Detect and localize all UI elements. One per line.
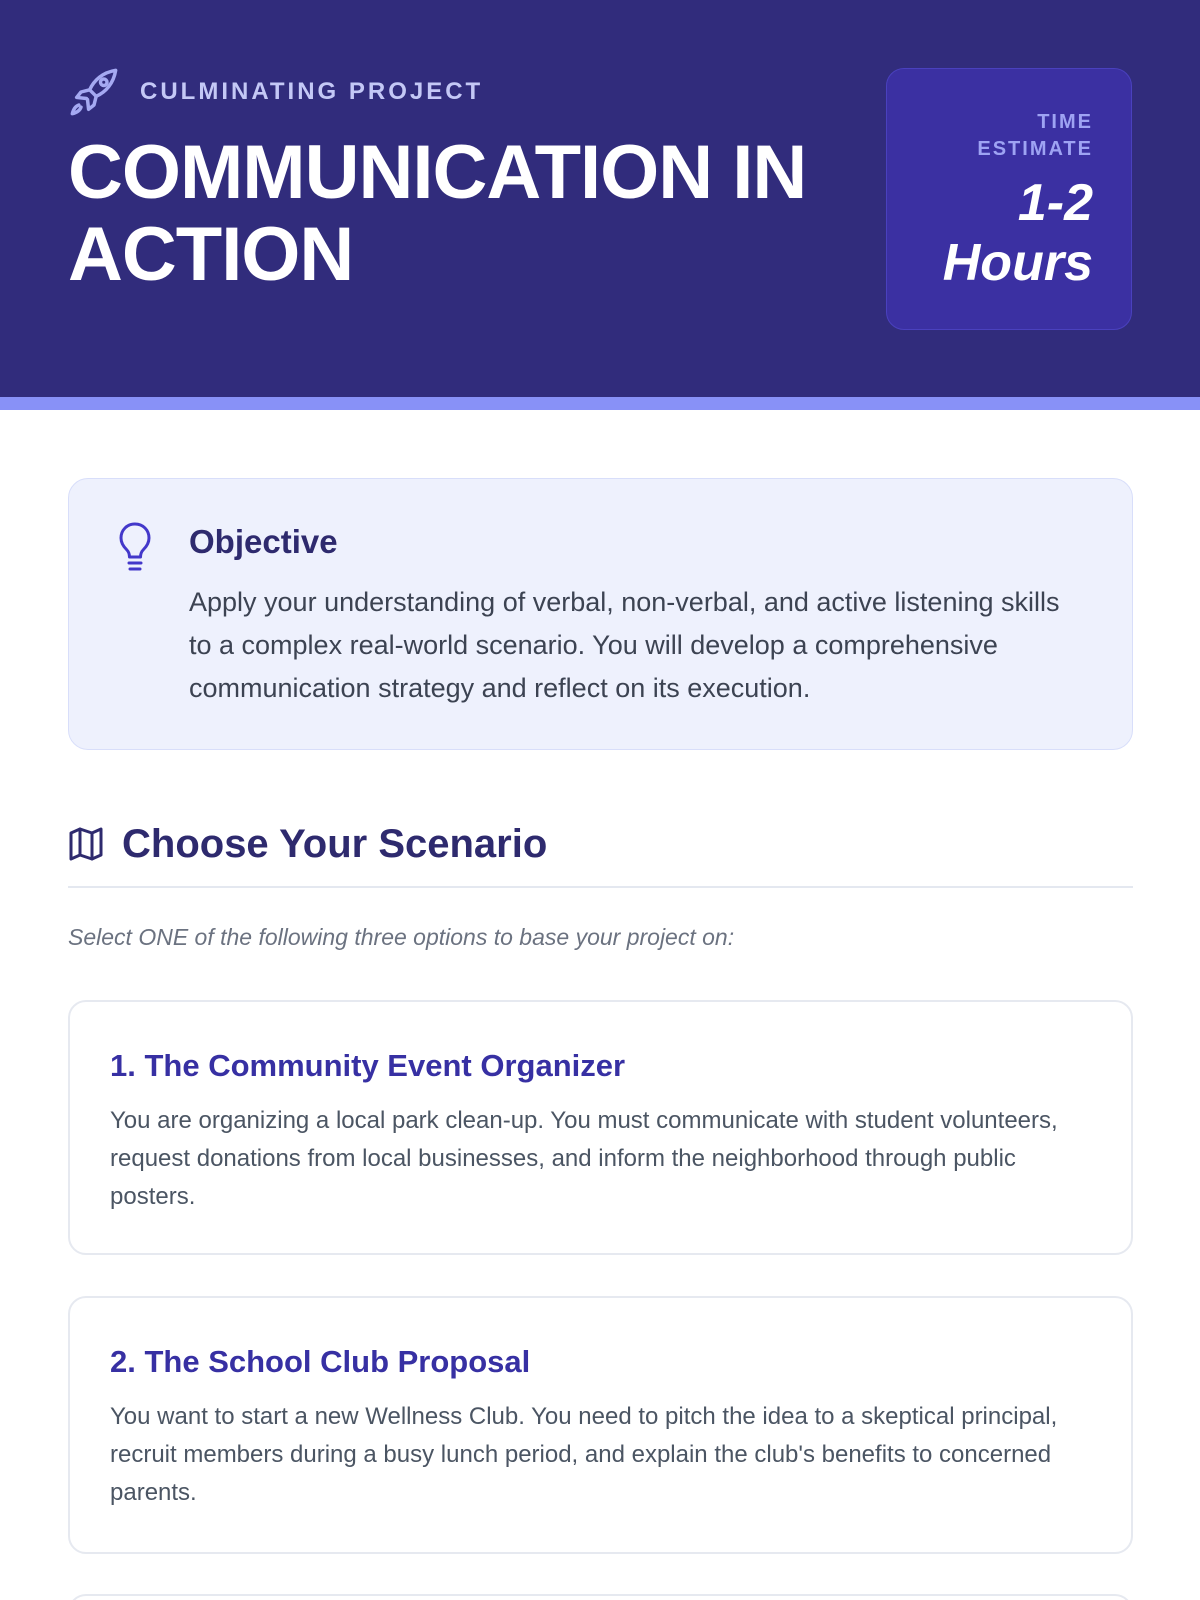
scenario-description: You are organizing a local park clean-up. You must communicate with student volunteers, request donations from local businesses, and inform the neighborhood through public posters. <box>110 1107 1058 1210</box>
time-estimate-value: 1-2 Hours <box>942 174 1093 292</box>
objective-text: Apply your understanding of verbal, non-verbal, and active listening skills to a complex real-world scenario. You will develop a comprehensive communication strategy and reflect on its execution. <box>189 587 1060 703</box>
scenario-title: 2. The School Club Proposal <box>110 1344 531 1379</box>
objective-title: Objective <box>189 523 338 560</box>
section-header <box>68 818 1133 888</box>
header-accent-stripe <box>0 397 1200 410</box>
map-icon <box>68 826 104 862</box>
scenario-card-partial[interactable] <box>68 1594 1133 1600</box>
lightbulb-icon <box>117 521 153 573</box>
section-title: Choose Your Scenario <box>122 822 548 866</box>
kicker-label: CULMINATING PROJECT <box>140 78 484 105</box>
time-estimate-label: TIME ESTIMATE <box>977 111 1093 160</box>
section-intro: Select ONE of the following three options to base your project on: <box>68 924 735 950</box>
objective-callout <box>68 478 1133 750</box>
scenario-card[interactable] <box>68 1000 1133 1255</box>
time-estimate-box <box>886 68 1132 330</box>
scenario-description: You want to start a new Wellness Club. You need to pitch the idea to a skeptical principal, recruit members during a busy lunch period, and explain the club's benefits to concerned parents. <box>110 1403 1058 1506</box>
scenario-title: 1. The Community Event Organizer <box>110 1048 626 1083</box>
scenario-card[interactable] <box>68 1296 1133 1554</box>
page-header <box>0 0 1200 397</box>
kicker <box>68 66 483 118</box>
rocket-icon <box>68 66 120 118</box>
page-title: COMMUNICATION IN ACTION <box>68 130 807 297</box>
